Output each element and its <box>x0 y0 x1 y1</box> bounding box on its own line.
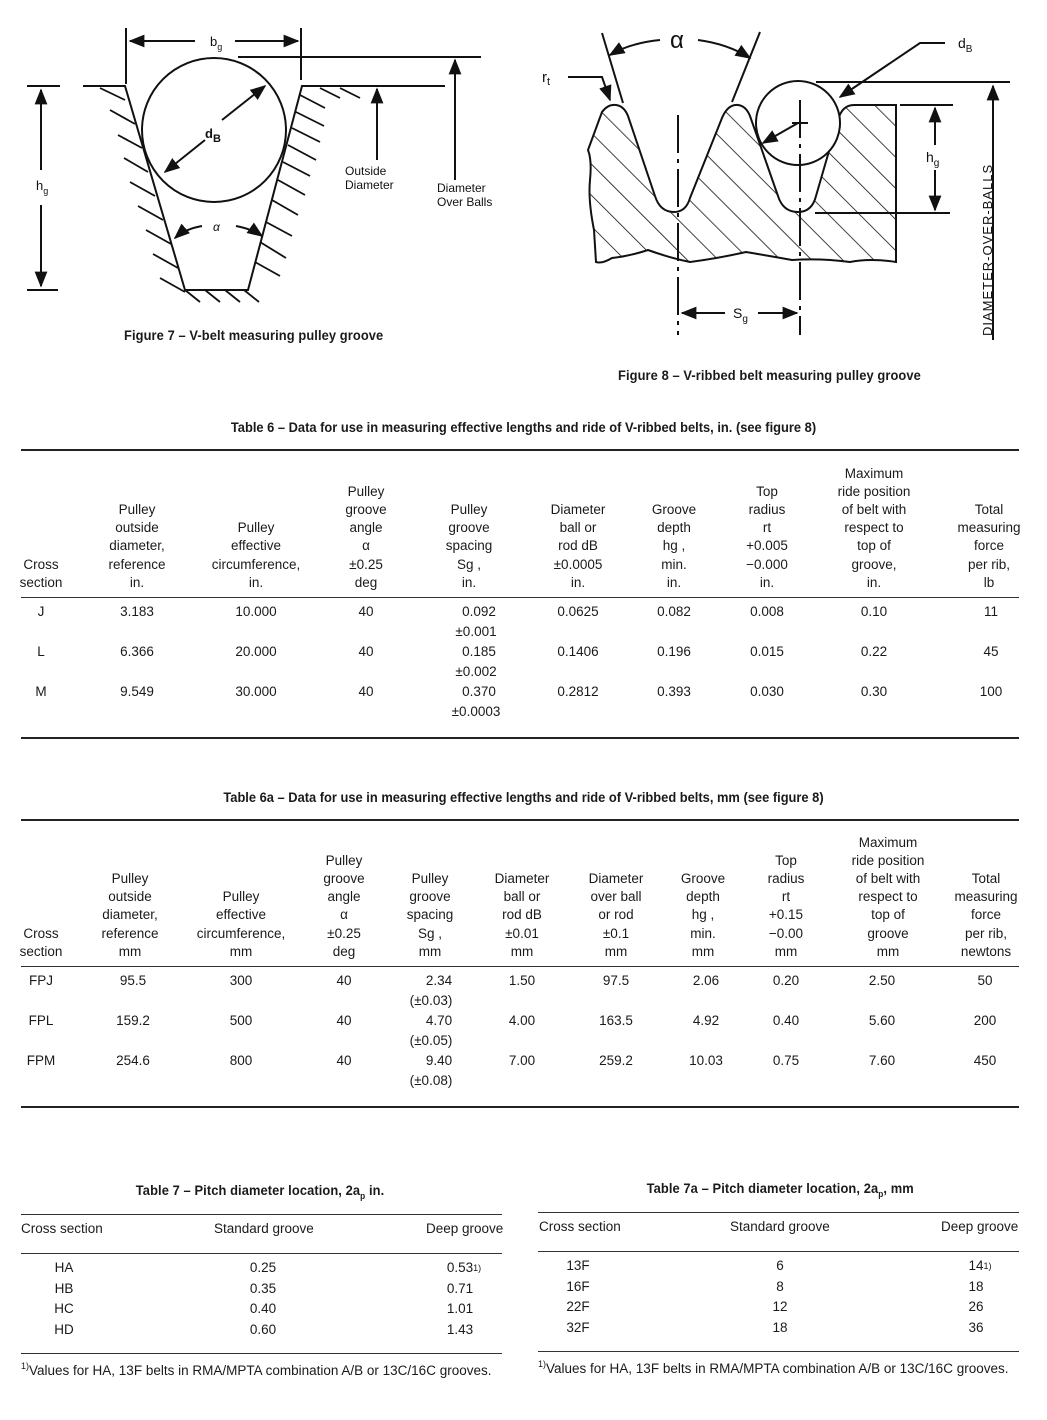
header-line: min. <box>690 925 716 941</box>
table-7-top-rule <box>21 1214 502 1215</box>
cell-force: 100 <box>979 684 1003 699</box>
cell-standard: 8 <box>776 1278 784 1294</box>
cell-standard: 0.40 <box>249 1301 277 1316</box>
header-line: Pulley <box>325 852 363 868</box>
deep-value: 26 <box>968 1299 984 1314</box>
cell-angle: 40 <box>358 604 374 619</box>
deep-value: 14 <box>968 1258 984 1273</box>
deep-value: 1.01 <box>446 1301 474 1316</box>
header-line: deg <box>354 574 378 590</box>
table6a-header-col-0 <box>20 925 63 961</box>
diameter-over-balls-label-1: Diameter <box>437 181 486 195</box>
cell-od: 254.6 <box>116 1053 150 1068</box>
cell-spacing: 0.092 <box>462 604 496 619</box>
header-line: ride position <box>851 852 925 868</box>
header-line: lb <box>983 574 995 590</box>
header-line: Maximum <box>844 465 904 481</box>
cell-deep <box>447 1320 473 1340</box>
table6a-header-col-9 <box>852 834 925 961</box>
cell-section: M <box>35 684 47 699</box>
header-line: min. <box>661 556 687 572</box>
table6-header-col-4 <box>446 501 493 592</box>
cell-section: 22F <box>566 1299 590 1314</box>
header-line: groove <box>345 502 387 517</box>
diameter-over-balls-label-2: Over Balls <box>437 195 493 209</box>
figure-7 <box>0 0 520 350</box>
table-7a-header-standard: Standard groove <box>730 1219 830 1234</box>
hg-label: $h_g$ <box>926 149 940 169</box>
header-line: Cross <box>23 925 59 941</box>
table6a-header-col-5 <box>495 870 550 961</box>
cell-section: FPJ <box>28 973 54 988</box>
cell-section: L <box>37 644 45 659</box>
cell-section: 16F <box>566 1278 590 1294</box>
cell-ride: 2.50 <box>868 973 896 988</box>
header-line: mm <box>774 943 798 959</box>
table-7-header-rule <box>21 1253 502 1254</box>
deep-value: 1.43 <box>446 1321 474 1337</box>
table-6-bottom-rule <box>21 737 1019 739</box>
header-line: per rib, <box>964 925 1008 941</box>
table-6-title: Table 6 – Data for use in measuring effective lengths and ride of V-ribbed belts, in. (see figure 8) <box>230 419 817 435</box>
cell-dob: 259.2 <box>599 1053 633 1068</box>
header-line: groove, <box>851 556 897 572</box>
table-7a-header-rule <box>538 1251 1019 1252</box>
header-line: α <box>340 907 348 923</box>
header-line: ball or <box>559 520 597 536</box>
cell-force: 200 <box>973 1013 997 1028</box>
cell-angle: 40 <box>358 644 374 659</box>
header-line: mm <box>418 943 442 959</box>
header-line: respect to <box>858 889 918 905</box>
cell-spacing: 9.40 <box>425 1053 453 1068</box>
table-6 <box>0 410 1047 750</box>
table6a-header-col-6 <box>589 870 644 961</box>
db-label: $d_B$ <box>958 35 973 55</box>
cell-circ: 20.000 <box>235 644 277 659</box>
header-line: radius <box>748 502 786 517</box>
header-line: groove <box>867 925 909 941</box>
footnote-ref: 1) <box>473 1263 482 1273</box>
cell-standard: 18 <box>772 1319 788 1335</box>
table6-header-col-0 <box>20 556 63 592</box>
cell-angle: 40 <box>336 1013 352 1028</box>
cell-spacing_tol: ±0.0003 <box>451 704 501 719</box>
outside-diameter-label-1: Outside <box>345 164 387 178</box>
cell-force: 450 <box>973 1053 997 1068</box>
db-label: $d_B$ <box>205 126 221 145</box>
header-line: reference <box>108 556 166 572</box>
table6-header-col-9 <box>957 501 1020 592</box>
header-line: ±0.25 <box>349 556 383 572</box>
figure-7-caption: Figure 7 – V-belt measuring pulley groove <box>124 327 384 343</box>
header-line: per rib, <box>967 556 1011 572</box>
header-line: measuring <box>954 889 1018 905</box>
header-line: section <box>19 574 63 590</box>
cell-circ: 30.000 <box>235 684 277 699</box>
cell-depth: 4.92 <box>692 1013 720 1028</box>
header-line: in. <box>248 574 264 590</box>
table6-header-col-6 <box>652 501 696 592</box>
table-7-title: Table 7 – Pitch diameter location, $2a_p$ in. <box>135 1182 385 1201</box>
header-line: measuring <box>957 520 1021 536</box>
header-line: in. <box>666 574 682 590</box>
cell-radius: 0.030 <box>750 684 784 699</box>
table-6-top-rule <box>21 449 1019 451</box>
header-line: mm <box>691 943 715 959</box>
cell-dob: 163.5 <box>599 1013 633 1028</box>
header-line: outside <box>108 889 152 905</box>
cell-od: 95.5 <box>119 973 147 988</box>
table6-header-col-7 <box>746 483 788 592</box>
header-line: radius <box>767 871 805 886</box>
deep-value: 36 <box>968 1319 984 1335</box>
table6a-header-col-3 <box>323 852 364 961</box>
cell-standard: 6 <box>776 1258 784 1273</box>
header-line: mm <box>229 943 253 959</box>
table-6a-top-rule <box>21 819 1019 821</box>
cell-deep <box>447 1299 473 1319</box>
header-line: in. <box>461 574 477 590</box>
deep-value: 0.53 <box>446 1260 474 1275</box>
header-line: mm <box>510 943 534 959</box>
cell-radius: 0.015 <box>750 644 784 659</box>
cell-angle: 40 <box>358 684 374 699</box>
header-line: Diameter <box>494 871 550 886</box>
header-line: groove <box>323 871 365 886</box>
header-line: ±0.25 <box>327 925 361 941</box>
cell-spacing: 2.34 <box>425 973 453 988</box>
header-line: Total <box>974 502 1004 517</box>
header-line: newtons <box>960 943 1012 959</box>
header-line: top of <box>871 907 905 923</box>
cell-ride: 0.22 <box>860 644 888 659</box>
cell-spacing: 0.370 <box>462 684 496 699</box>
cell-depth: 0.082 <box>657 604 691 619</box>
header-line: Total <box>971 871 1001 886</box>
header-line: Diameter <box>550 502 606 517</box>
cell-force: 50 <box>977 973 993 988</box>
table-7a-top-rule <box>538 1212 1019 1213</box>
header-line: angle <box>349 520 383 536</box>
table6-header-col-2 <box>212 519 301 592</box>
header-line: mm <box>876 943 900 959</box>
header-line: mm <box>118 943 142 959</box>
header-line: −0.000 <box>746 556 788 572</box>
table-7-footnote: $^{1)}$Values for HA, 13F belts in RMA/MPTA combination A/B or 13C/16C grooves. <box>21 1361 492 1378</box>
cell-ride: 0.10 <box>860 604 888 619</box>
sg-label: $S_g$ <box>733 305 748 325</box>
header-line: ±0.01 <box>505 925 539 941</box>
cell-depth: 0.196 <box>657 644 691 659</box>
cell-db: 0.0625 <box>557 604 599 619</box>
cell-section: 32F <box>566 1319 590 1335</box>
cell-standard: 0.25 <box>249 1260 277 1275</box>
cell-section: HC <box>54 1301 74 1316</box>
header-line: −0.00 <box>768 925 804 941</box>
table6a-header-col-7 <box>681 870 725 961</box>
cell-depth: 2.06 <box>692 973 720 988</box>
header-line: rt <box>781 889 791 905</box>
header-line: spacing <box>406 907 454 923</box>
table-6a-title: Table 6a – Data for use in measuring effective lengths and ride of V-ribbed belts, mm (see figure 8) <box>223 789 824 805</box>
header-line: effective <box>215 907 267 923</box>
header-line: force <box>973 538 1004 554</box>
cell-angle: 40 <box>336 973 352 988</box>
table6-header-col-8 <box>838 465 911 592</box>
cell-circ: 300 <box>229 973 253 988</box>
header-line: groove <box>448 520 490 536</box>
cell-radius: 0.20 <box>772 973 800 988</box>
table-7 <box>0 1160 520 1400</box>
cell-ride: 5.60 <box>868 1013 896 1028</box>
header-line: groove <box>409 889 451 905</box>
header-line: Groove <box>651 502 697 517</box>
cell-standard: 12 <box>772 1299 788 1314</box>
cell-deep <box>968 1318 983 1338</box>
header-line: spacing <box>445 538 493 554</box>
header-line: Sg , <box>456 556 482 572</box>
table6a-header-col-10 <box>954 870 1017 961</box>
alpha-label: α <box>670 27 684 54</box>
header-line: of belt with <box>841 502 907 517</box>
header-line: +0.15 <box>768 907 804 923</box>
cell-ride: 0.30 <box>860 684 888 699</box>
header-line: depth <box>686 889 720 905</box>
cell-deep <box>968 1297 983 1317</box>
table6a-header-col-8 <box>768 852 805 961</box>
cell-depth: 0.393 <box>657 684 691 699</box>
header-line: or rod <box>598 907 634 923</box>
header-line: angle <box>327 889 361 905</box>
cell-spacing_tol: (±0.05) <box>409 1033 453 1048</box>
header-line: reference <box>101 925 159 941</box>
header-line: of belt with <box>855 871 921 886</box>
header-line: ±0.0005 <box>553 556 603 572</box>
figure-8 <box>520 0 1047 390</box>
deep-value: 18 <box>968 1278 984 1294</box>
table-7-header-standard: Standard groove <box>214 1221 314 1236</box>
header-line: diameter, <box>109 538 165 554</box>
cell-spacing_tol: ±0.001 <box>455 624 497 639</box>
header-line: Sg , <box>417 925 443 941</box>
header-line: Pulley <box>347 483 385 499</box>
cell-db: 4.00 <box>508 1013 536 1028</box>
table6a-header-col-1 <box>101 870 158 961</box>
cell-db: 0.1406 <box>557 644 599 659</box>
header-line: Groove <box>680 871 726 886</box>
table-6-header-rule <box>21 597 1019 598</box>
diameter-over-balls-label: DIAMETER-OVER-BALLS <box>980 163 995 336</box>
cell-standard: 0.60 <box>249 1321 277 1337</box>
table-7a-footnote: $^{1)}$Values for HA, 13F belts in RMA/MPTA combination A/B or 13C/16C grooves. <box>538 1359 1009 1376</box>
header-line: over ball <box>590 889 642 905</box>
cell-db: 0.2812 <box>557 684 599 699</box>
cell-force: 45 <box>983 644 999 659</box>
header-line: Pulley <box>237 520 275 536</box>
footnote-ref: 1) <box>983 1261 992 1271</box>
header-line: in. <box>129 574 145 590</box>
header-line: Diameter <box>588 871 644 886</box>
header-line: Pulley <box>222 889 260 905</box>
cell-ride: 7.60 <box>868 1053 896 1068</box>
table-7a-header-section: Cross section <box>539 1219 621 1234</box>
header-line: ball or <box>503 889 541 905</box>
outside-diameter-label-2: Diameter <box>345 178 394 192</box>
table-7-header-section: Cross section <box>21 1221 103 1236</box>
cell-spacing: 4.70 <box>425 1013 453 1028</box>
cell-od: 9.549 <box>120 684 154 699</box>
cell-spacing_tol: ±0.002 <box>455 664 497 679</box>
header-line: in. <box>759 574 775 590</box>
cell-section: FPL <box>28 1013 54 1028</box>
header-line: depth <box>657 520 691 536</box>
header-line: ride position <box>837 483 911 499</box>
header-line: hg , <box>691 907 715 923</box>
header-line: Top <box>775 852 797 868</box>
cell-od: 6.366 <box>120 644 154 659</box>
rt-label: $r_t$ <box>542 69 551 88</box>
header-line: circumference, <box>211 556 301 572</box>
cell-section: 13F <box>566 1258 590 1273</box>
header-line: respect to <box>844 520 904 536</box>
cell-section: FPM <box>26 1053 56 1068</box>
table-7-bottom-rule <box>21 1353 502 1354</box>
cell-od: 159.2 <box>116 1013 150 1028</box>
header-line: Pulley <box>411 871 449 886</box>
header-line: Pulley <box>450 502 488 517</box>
cell-angle: 40 <box>336 1053 352 1068</box>
bg-label: $b_g$ <box>210 34 223 52</box>
header-line: force <box>970 907 1001 923</box>
table6-header-col-3 <box>345 483 386 592</box>
cell-section: HD <box>54 1321 74 1337</box>
table6-header-col-1 <box>108 501 165 592</box>
cell-spacing_tol: (±0.03) <box>409 993 453 1008</box>
cell-section: HB <box>54 1280 74 1296</box>
cell-circ: 500 <box>229 1013 253 1028</box>
cell-circ: 800 <box>229 1053 253 1068</box>
cell-radius: 0.75 <box>772 1053 800 1068</box>
header-line: circumference, <box>196 925 286 941</box>
header-line: outside <box>115 520 159 536</box>
cell-section: HA <box>54 1260 74 1275</box>
header-line: Top <box>756 483 778 499</box>
cell-deep <box>968 1277 983 1297</box>
header-line: rt <box>762 520 772 536</box>
cell-spacing: 0.185 <box>462 644 496 659</box>
alpha-label: α <box>213 220 220 234</box>
cell-db: 7.00 <box>508 1053 536 1068</box>
cell-dob: 97.5 <box>602 973 630 988</box>
hg-label: $h_g$ <box>36 178 49 196</box>
table-6a-bottom-rule <box>21 1106 1019 1108</box>
table-7a-bottom-rule <box>538 1351 1019 1352</box>
header-line: +0.005 <box>746 538 788 554</box>
cell-force: 11 <box>983 604 999 619</box>
v-belt-groove-diagram <box>0 0 520 320</box>
table-6a <box>0 780 1047 1120</box>
header-line: Cross <box>23 556 59 572</box>
header-line: Maximum <box>858 834 918 850</box>
header-line: rod dB <box>502 907 542 923</box>
header-line: effective <box>230 538 282 554</box>
header-line: Pulley <box>118 502 156 517</box>
header-line: α <box>362 538 370 554</box>
figure-8-caption: Figure 8 – V-ribbed belt measuring pulley groove <box>618 367 921 383</box>
cell-db: 1.50 <box>508 973 536 988</box>
header-line: top of <box>857 538 891 554</box>
header-line: Pulley <box>111 871 149 886</box>
cell-radius: 0.008 <box>750 604 784 619</box>
table6-header-col-5 <box>551 501 606 592</box>
table-7a-title: Table 7a – Pitch diameter location, $2a_p$, mm <box>646 1180 914 1199</box>
table-7-header-deep: Deep groove <box>426 1221 504 1236</box>
cell-deep <box>447 1279 473 1299</box>
cell-deep <box>446 1258 482 1278</box>
header-line: rod dB <box>558 538 598 554</box>
cell-spacing_tol: (±0.08) <box>409 1073 453 1088</box>
cell-standard: 0.35 <box>249 1280 277 1296</box>
header-line: deg <box>332 943 356 959</box>
cell-depth: 10.03 <box>689 1053 723 1068</box>
table6a-header-col-4 <box>407 870 454 961</box>
header-line: diameter, <box>102 907 158 923</box>
cell-section: J <box>37 604 45 619</box>
header-line: mm <box>604 943 628 959</box>
header-line: in. <box>866 574 882 590</box>
table-7a <box>520 1160 1047 1400</box>
header-line: in. <box>570 574 586 590</box>
deep-value: 0.71 <box>446 1280 474 1296</box>
table-6a-header-rule <box>21 966 1019 967</box>
header-line: section <box>19 943 63 959</box>
cell-radius: 0.40 <box>772 1013 800 1028</box>
header-line: hg , <box>662 538 686 554</box>
table6a-header-col-2 <box>197 888 286 961</box>
cell-deep <box>968 1256 992 1276</box>
header-line: ±0.1 <box>602 925 630 941</box>
cell-circ: 10.000 <box>235 604 277 619</box>
table-7a-header-deep: Deep groove <box>941 1219 1019 1234</box>
v-ribbed-groove-diagram <box>520 0 1047 350</box>
cell-od: 3.183 <box>120 604 154 619</box>
